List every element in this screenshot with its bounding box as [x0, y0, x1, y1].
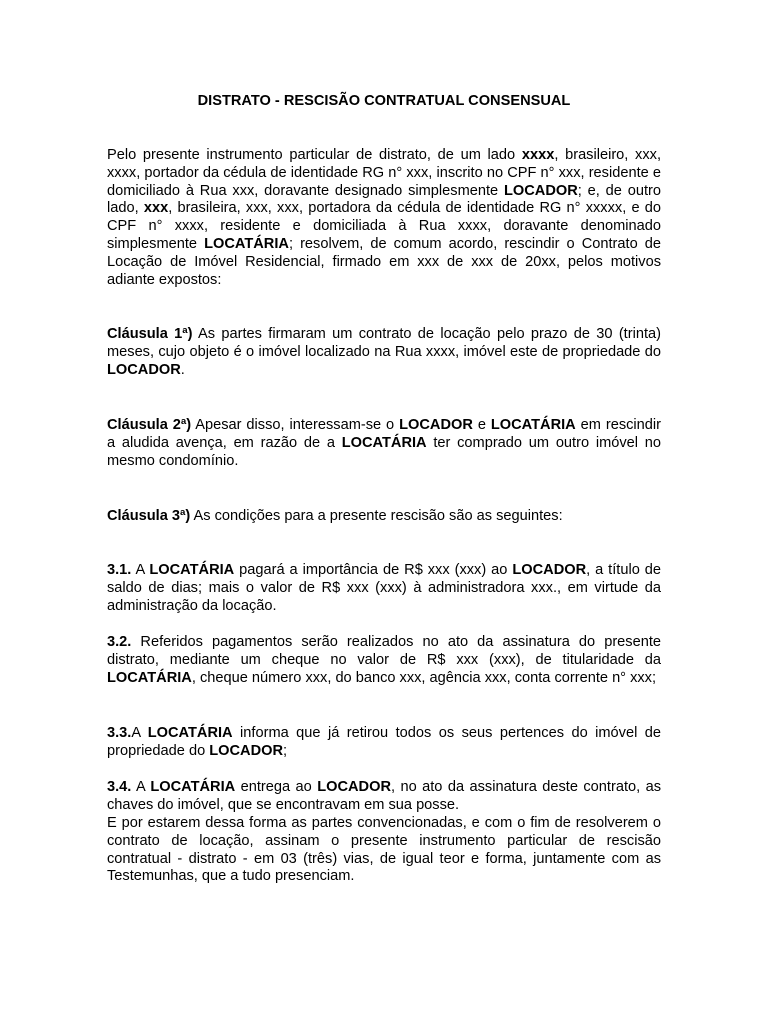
clause-1-bold-1: LOCADOR: [107, 361, 181, 378]
item-3-1-text-2: pagará a importância de R$ xxx (xxx) ao: [234, 562, 513, 578]
item-3-1-text-1: A: [131, 562, 150, 578]
clause-1-text-2: .: [180, 361, 185, 378]
item-3-3-number: 3.3.: [107, 725, 132, 741]
item-3-3-text-1: A: [131, 725, 148, 741]
intro-text-4: , brasileira, xxx, xxx, portadora da cédula de identidade RG n° xxxxx, e do CPF n° xxxx, residente e domiciliada à Rua xxxx, doravante denominado simplesmente: [107, 200, 661, 252]
closing-paragraph: E por estarem dessa forma as partes convencionadas, e com o fim de resolverem o contrato de locação, assinam o presente instrumento particular de rescisão contratual - distrato - em 03 (três) vias, de igual teor e forma, juntamente com as Testemunhas, que a tudo presenciam.: [107, 815, 661, 885]
item-3-3-bold-2: LOCADOR: [209, 742, 284, 759]
intro-text-2: , brasileiro, xxx, xxxx, portador da cédula de identidade RG n° xxx, inscrito no CPF n° xxx, residente e domiciliado à Rua xxx, doravante designado simplesmente: [107, 147, 661, 199]
clause-2-bold-3: LOCATÁRIA: [341, 434, 427, 451]
clause-2-text-1: Apesar disso, interessam-se o: [191, 417, 400, 433]
clause-3-text-1: As condições para a presente rescisão são as seguintes:: [190, 508, 563, 524]
intro-bold-4: LOCATÁRIA: [204, 235, 289, 252]
item-3-1: [107, 562, 661, 615]
item-3-3-text-3: ;: [283, 742, 288, 759]
clause-2-text-4: ter comprado um outro imóvel no mesmo condomínio.: [107, 434, 661, 469]
item-3-1-bold-2: LOCADOR: [512, 562, 587, 578]
clause-2-bold-1: LOCADOR: [399, 417, 473, 433]
clause-1-text-1: As partes firmaram um contrato de locação pelo prazo de 30 (trinta) meses, cujo objeto é o imóvel localizado na Rua xxxx, imóvel este de propriedade do: [107, 326, 661, 360]
item-3-3-bold-1: LOCATÁRIA: [147, 725, 233, 741]
clause-2-text-3: em rescindir a aludida avença, em razão de a: [107, 417, 662, 451]
clause-1-label: Cláusula 1ª): [107, 326, 193, 342]
item-3-4-bold-2: LOCADOR: [317, 779, 391, 795]
intro-bold-2: LOCADOR: [503, 182, 578, 199]
intro-text-3: ; e, de outro lado,: [107, 182, 661, 217]
item-3-1-text-3: , a título de saldo de dias; mais o valor de R$ xxx (xxx) à administradora xxx., em virtude da administração da locação.: [107, 562, 661, 614]
clause-2-text-2: e: [472, 417, 491, 433]
item-3-4: [107, 779, 661, 815]
item-3-2-text-2: , cheque número xxx, do banco xxx, agência xxx, conta corrente n° xxx;: [191, 669, 657, 686]
item-3-1-number: 3.1.: [107, 562, 132, 578]
clause-2: [107, 417, 661, 470]
item-3-2-number: 3.2.: [107, 634, 132, 650]
clause-3-label: Cláusula 3ª): [107, 508, 191, 524]
intro-bold-1: xxxx: [521, 147, 555, 163]
item-3-4-number: 3.4.: [107, 779, 132, 795]
item-3-2-bold-1: LOCATÁRIA: [107, 669, 192, 686]
item-3-1-bold-1: LOCATÁRIA: [149, 562, 235, 578]
intro-text-5: ; resolvem, de comum acordo, rescindir o Contrato de Locação de Imóvel Residencial, firmado em xxx de xxx de 20xx, pelos motivos adiante expostos:: [107, 235, 661, 288]
clause-1: [107, 326, 661, 379]
item-3-3: [107, 725, 661, 761]
item-3-4-bold-1: LOCATÁRIA: [150, 779, 236, 795]
document-title: DISTRATO - RESCISÃO CONTRATUAL CONSENSUAL: [197, 93, 571, 109]
intro-paragraph: [107, 147, 661, 289]
item-3-3-text-2: informa que já retirou todos os seus pertences do imóvel de propriedade do: [107, 725, 661, 759]
item-3-4-text-3: , no ato da assinatura deste contrato, as chaves do imóvel, que se encontravam em sua posse.: [107, 779, 662, 813]
intro-text-1: Pelo presente instrumento particular de distrato, de um lado: [107, 147, 522, 163]
clause-3: [107, 508, 661, 526]
item-3-2: [107, 634, 661, 687]
clause-2-label: Cláusula 2ª): [107, 417, 192, 433]
item-3-2-text-1: Referidos pagamentos serão realizados no ato da assinatura do presente distrato, mediante um cheque no valor de R$ xxx (xxx), de titularidade da: [107, 634, 661, 668]
item-3-4-text-2: entrega ao: [235, 779, 318, 795]
intro-bold-3: xxx: [143, 200, 169, 217]
item-3-4-text-1: A: [131, 779, 151, 795]
clause-2-bold-2: LOCATÁRIA: [490, 417, 576, 433]
